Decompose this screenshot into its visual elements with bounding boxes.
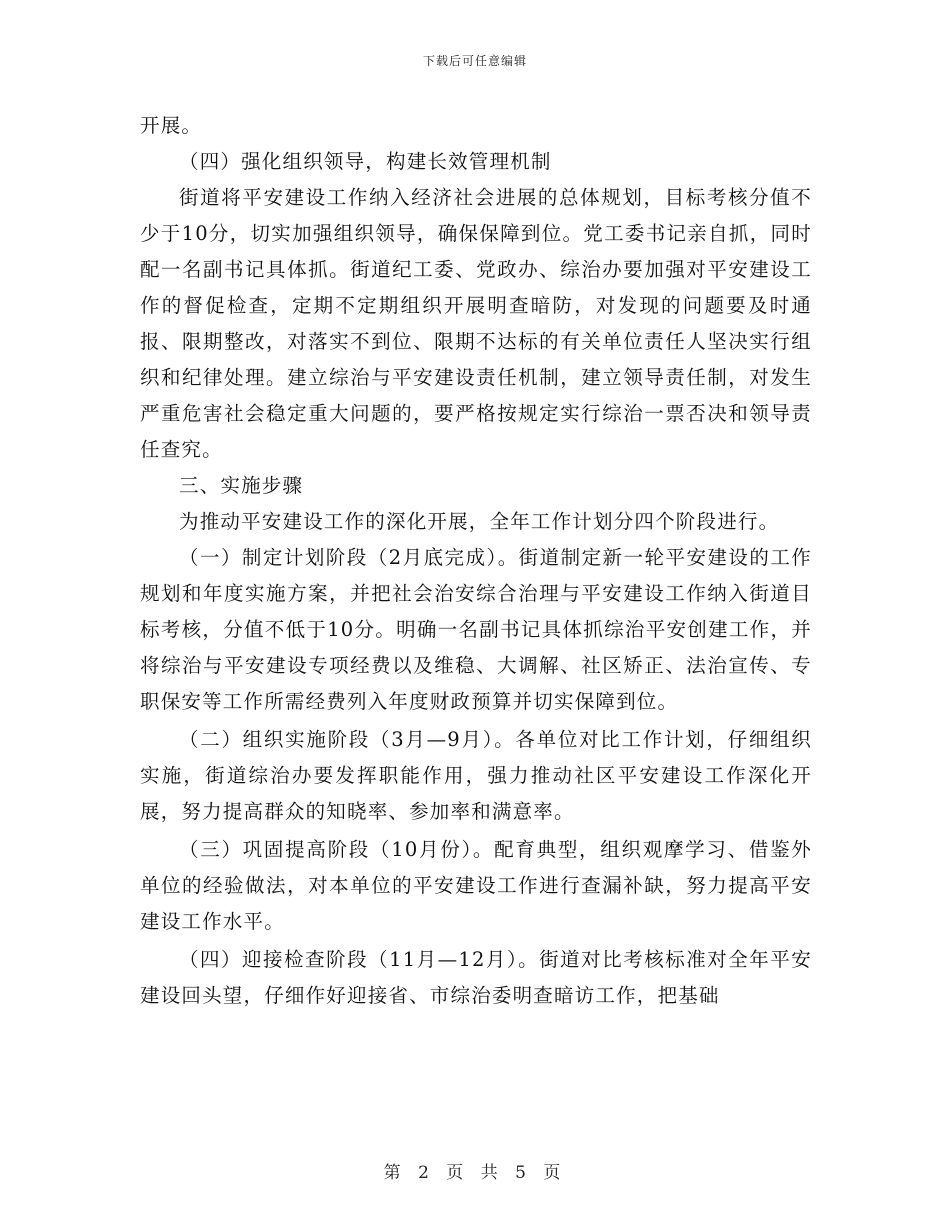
paragraph-stage-three: （三）巩固提高阶段（10月份）。配育典型，组织观摩学习、借鉴外单位的经验做法，对本单位的平安建设工作进行查漏补缺，努力提高平安建设工作水平。 xyxy=(140,838,812,933)
paragraph-stage-two: （二）组织实施阶段（3月—9月）。各单位对比工作计划，仔细组织实施，街道综治办要发挥职能作用，强力推动社区平安建设工作深化开展，努力提高群众的知晓率、参加率和满意率。 xyxy=(140,728,812,823)
paragraph-stage-four: （四）迎接检查阶段（11月—12月）。街道对比考核标准对全年平安建设回头望，仔细作好迎接省、市综治委明查暗访工作，把基础 xyxy=(140,948,812,1007)
page-header: 下载后可任意编辑 xyxy=(422,54,527,68)
section-heading-implementation-steps: 三、实施步骤 xyxy=(179,474,304,497)
document-body xyxy=(140,108,812,1014)
paragraph-continuation: 开展。 xyxy=(140,114,203,137)
paragraph-stage-one: （一）制定计划阶段（2月底完成）。街道制定新一轮平安建设的工作规划和年度实施方案，并把社会治安综合治理与平安建设工作纳入街道目标考核，分值不低于10分。明确一名副书记具体抓综治平安创建工作，并将综治与平安建设专项经费以及维稳、大调解、社区矫正、法治宣传、专职保安等工作所需经费列入年度财政预算并切实保障到位。 xyxy=(140,546,812,713)
paragraph-four-stages-intro: 为推动平安建设工作的深化开展，全年工作计划分四个阶段进行。 xyxy=(179,510,780,533)
paragraph-leadership-details: 街道将平安建设工作纳入经济社会进展的总体规划，目标考核分值不少于10分，切实加强组织领导，确保保障到位。党工委书记亲自抓，同时配一名副书记具体抓。街道纪工委、党政办、综治办要加强对平安建设工作的督促检查，定期不定期组织开展明查暗防，对发现的问题要及时通报、限期整改，对落实不到位、限期不达标的有关单位责任人坚决实行组织和纪律处理。建立综治与平安建设责任机制，建立领导责任制，对发生严重危害社会稳定重大问题的，要严格按规定实行综治一票否决和领导责任查究。 xyxy=(140,186,812,461)
section-heading-strengthen-leadership: （四）强化组织领导，构建长效管理机制 xyxy=(179,150,552,173)
page-number-footer: 第 2 页 共 5 页 xyxy=(383,1163,567,1183)
